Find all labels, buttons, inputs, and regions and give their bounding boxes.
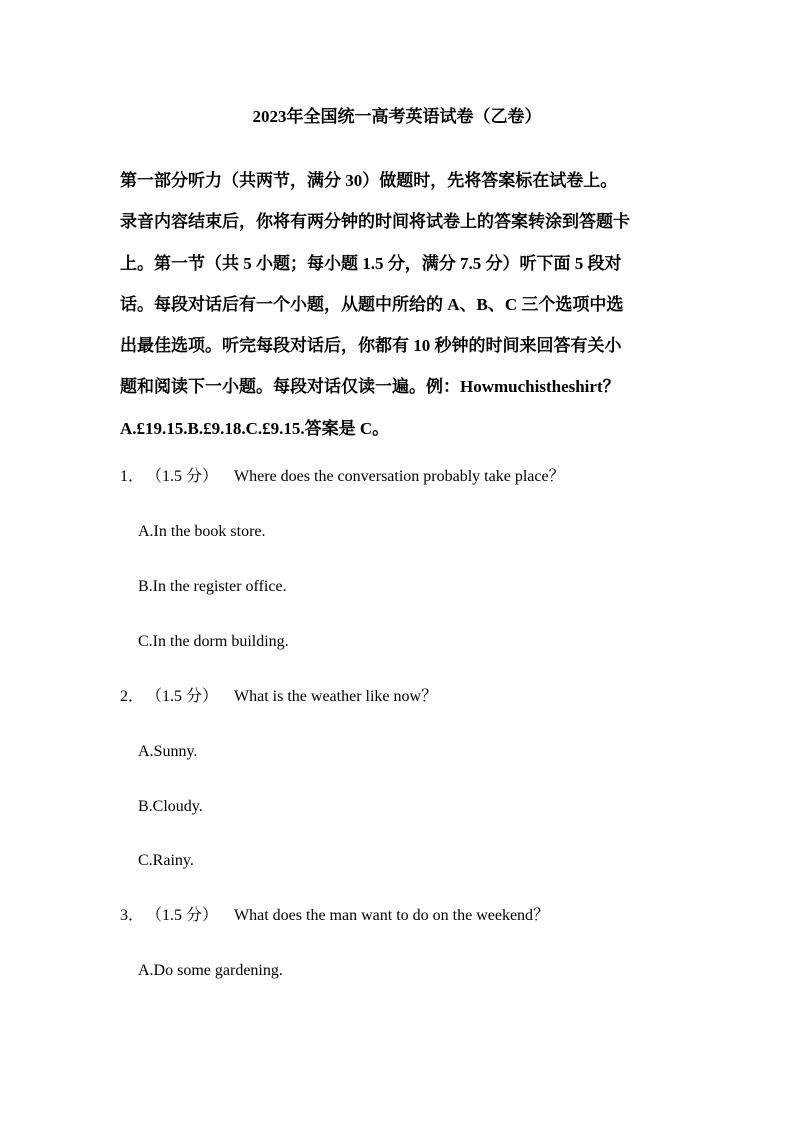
question-1-option-a: A.In the book store. (138, 523, 266, 540)
instruction-line: 出最佳选项。听完每段对话后，你都有 10 秒钟的时间来回答有关小 (120, 336, 622, 356)
question-number: 2． (120, 688, 145, 705)
instruction-line: 第一部分听力（共两节，满分 30）做题时，先将答案标在试卷上。 (120, 171, 618, 190)
question-2 (120, 685, 437, 709)
question-number: 3． (120, 907, 145, 924)
question-text: What does the man want to do on the weekend？ (234, 907, 550, 924)
question-points: （1.5 分） (146, 688, 219, 705)
question-2-option-b: B.Cloudy. (138, 798, 203, 815)
page-title: 2023年全国统一高考英语试卷（乙卷） (252, 107, 542, 126)
question-2-option-c: C.Rainy. (138, 852, 194, 869)
instruction-line: 题和阅读下一小题。每段对话仅读一遍。例：Howmuchistheshirt？ (120, 377, 620, 397)
instruction-line: 录音内容结束后，你将有两分钟的时间将试卷上的答案转涂到答题卡 (120, 212, 630, 232)
question-1 (120, 465, 565, 489)
question-number: 1． (120, 468, 145, 485)
question-3 (120, 904, 549, 928)
question-1-option-c: C.In the dorm building. (138, 633, 289, 650)
question-points: （1.5 分） (146, 468, 219, 485)
question-1-option-b: B.In the register office. (138, 578, 287, 595)
listening-instructions (120, 160, 680, 449)
instruction-line: 上。第一节（共 5 小题；每小题 1.5 分，满分 7.5 分）听下面 5 段对 (120, 253, 622, 273)
question-2-option-a: A.Sunny. (138, 743, 198, 760)
question-text: Where does the conversation probably take place？ (234, 468, 565, 485)
instruction-line: A.£19.15.B.£9.18.C.£9.15.答案是 C。 (120, 418, 390, 438)
question-points: （1.5 分） (146, 907, 219, 924)
question-text: What is the weather like now？ (234, 688, 438, 705)
question-3-option-a: A.Do some gardening. (138, 962, 283, 979)
instruction-line: 话。每段对话后有一个小题，从题中所给的 A、B、C 三个选项中选 (120, 294, 624, 314)
